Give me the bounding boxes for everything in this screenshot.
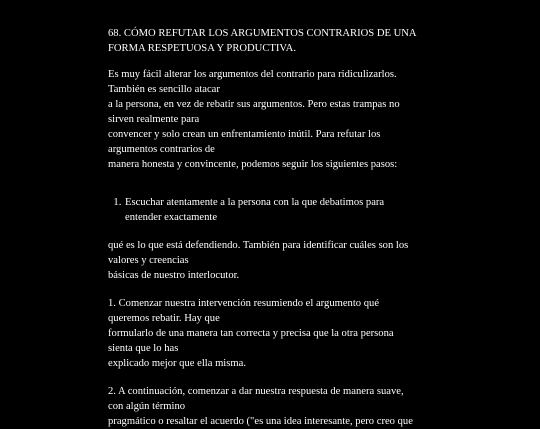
text-line: También es sencillo atacar (108, 84, 220, 95)
text-line: argumentos contrarios de (108, 144, 215, 155)
text-line: Es muy fácil alterar los argumentos del contrario para ridiculizarlos. (108, 69, 397, 80)
text-line: qué es lo que está defendiendo. También para identificar cuáles son los (108, 240, 409, 251)
spacer (108, 225, 438, 238)
spacer (108, 56, 438, 67)
text-line: queremos rebatir. Hay que (108, 313, 220, 324)
spacer (108, 172, 438, 195)
text-line: valores y creencias (108, 255, 189, 266)
text-line: sienta que lo has (108, 343, 179, 354)
numbered-list (108, 195, 438, 225)
document-content (108, 26, 438, 429)
heading-line: FORMA RESPETUOSA Y PRODUCTIVA. (108, 43, 296, 54)
step-one-paragraph (108, 296, 438, 371)
list-item (124, 195, 438, 225)
spacer (108, 283, 438, 296)
step-two-paragraph (108, 384, 438, 429)
text-line: manera honesta y convincente, podemos seguir los siguientes pasos: (108, 159, 398, 170)
text-line: entender exactamente (125, 212, 218, 223)
text-line: 1. Escuchar atentamente a la persona con la que debatimos para (125, 197, 385, 208)
text-line: a la persona, en vez de rebatir sus argumentos. Pero estas trampas no (108, 99, 400, 110)
heading-line: 68. CÓMO REFUTAR LOS ARGUMENTOS CONTRARIOS DE UNA (108, 28, 417, 39)
text-line: formularlo de una manera tan correcta y precisa que la otra persona (108, 328, 394, 339)
text-line: sirven realmente para (108, 114, 200, 125)
spacer (108, 371, 438, 384)
text-line: básicas de nuestro interlocutor. (108, 270, 240, 281)
text-line: convencer y solo crean un enfrentamiento inútil. Para refutar los (108, 129, 381, 140)
text-line: pragmático o resaltar el acuerdo ("es una idea interesante, pero creo que (108, 416, 413, 427)
text-line: explicado mejor que ella misma. (108, 358, 246, 369)
text-line: 2. A continuación, comenzar a dar nuestra respuesta de manera suave, (108, 386, 404, 397)
section-heading (108, 26, 438, 56)
intro-paragraph (108, 67, 438, 172)
followup-paragraph (108, 238, 438, 283)
text-line: con algún término (108, 401, 186, 412)
text-line: 1. Comenzar nuestra intervención resumiendo el argumento qué (108, 298, 380, 309)
